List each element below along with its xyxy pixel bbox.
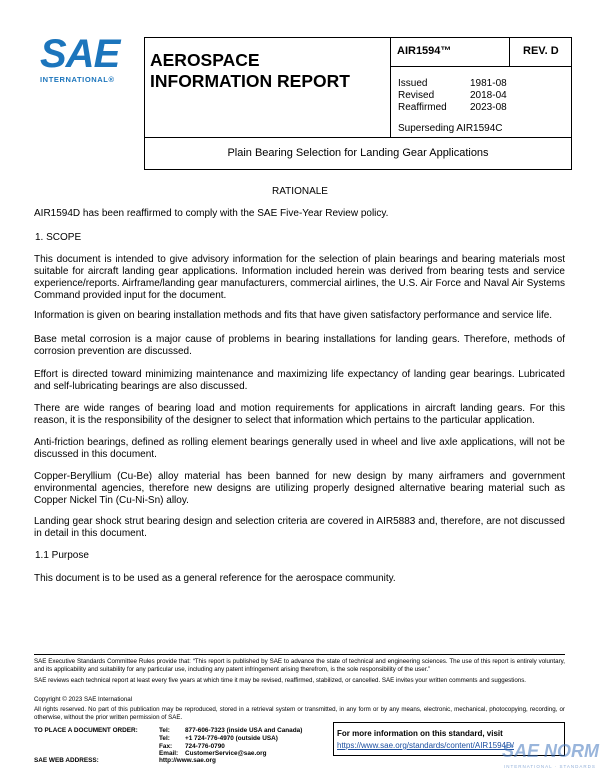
footer-legal-2	[34, 677, 565, 685]
date-label: Reaffirmed	[398, 102, 447, 113]
title-line-2: INFORMATION REPORT	[150, 71, 350, 91]
order-contact-table	[34, 727, 302, 758]
revision-label: REV. D	[523, 45, 559, 57]
logo-sub: INTERNATIONAL	[40, 75, 109, 84]
standard-url-link[interactable]: https://www.sae.org/standards/content/AIR1594D/	[337, 741, 514, 750]
dates-table	[398, 78, 507, 114]
sae-logo	[40, 34, 122, 84]
contact-label: Tel:	[159, 727, 170, 734]
scope-heading: 1. SCOPE	[35, 232, 82, 243]
date-value: 2018-04	[470, 90, 507, 101]
scope-paragraph	[34, 369, 565, 393]
watermark-text: SAE NORM	[502, 741, 600, 761]
footer-legal-3	[34, 706, 565, 721]
date-value: 2023-08	[470, 102, 507, 113]
body-paragraph: Base metal corrosion is a major cause of problems in bearing installations for landing gears. Therefore, methods of corrosion prevention are discussed.	[34, 334, 565, 357]
watermark-logo	[502, 741, 598, 775]
rationale-paragraph: AIR1594D has been reaffirmed to comply with the SAE Five-Year Review policy.	[34, 208, 389, 219]
date-row	[398, 78, 507, 90]
footer-paragraph: Copyright © 2023 SAE International	[34, 696, 133, 703]
document-type-title	[150, 50, 350, 92]
body-paragraph: Information is given on bearing installation methods and fits that have given satisfactory performance and service life.	[34, 310, 553, 321]
purpose-text	[34, 573, 565, 585]
scope-paragraph	[34, 516, 565, 540]
scope-paragraph	[34, 403, 565, 427]
footer-paragraph: SAE reviews each technical report at least every five years at which time it may be revised, reaffirmed, stabilized, or cancelled. SAE invites your written comments and suggestions.	[34, 677, 527, 684]
contact-label: Email:	[159, 750, 179, 758]
logo-registered-mark: ®	[108, 75, 115, 84]
document-id: AIR1594™	[397, 45, 452, 57]
title-line-1: AEROSPACE	[150, 50, 260, 70]
purpose-heading: 1.1 Purpose	[35, 550, 89, 561]
web-label: SAE WEB ADDRESS:	[34, 757, 99, 764]
contact-value: 877-606-7323 (inside USA and Canada)	[185, 727, 303, 734]
document-subject: Plain Bearing Selection for Landing Gear Applications	[227, 147, 489, 159]
logo-brand: SAE	[40, 32, 120, 76]
body-paragraph: Landing gear shock strut bearing design and selection criteria are covered in AIR5883 and, therefore, are not discussed in detail in this document.	[34, 516, 565, 539]
date-value: 1981-08	[470, 78, 507, 89]
rationale-text	[34, 208, 565, 220]
body-paragraph: Effort is directed toward minimizing maintenance and maximizing life expectancy of landing gear bearings. Lubricated and self-lubricating bearings are also discussed.	[34, 369, 565, 392]
body-paragraph: This document is intended to give advisory information for the selection of plain bearings and bearing materials most suitable for aircraft landing gear applications. Information included herein was derived from bearing tests and service experience/reports. Airframe/landing gear manufacturers, commercial airlines, the U.S. Air Force and Naval Air Systems Command provided input for the document.	[34, 254, 565, 301]
supersedes-note: Superseding AIR1594C	[398, 123, 503, 134]
web-address-link[interactable]: http://www.sae.org	[159, 757, 216, 764]
scope-paragraph	[34, 471, 565, 507]
email-link[interactable]: CustomerService@sae.org	[185, 750, 267, 758]
date-row	[398, 90, 507, 102]
contact-value: 724-776-0790	[185, 742, 225, 750]
web-address-row	[34, 757, 216, 764]
rationale-heading: RATIONALE	[272, 186, 328, 197]
watermark-subtext: INTERNATIONAL · STANDARDS	[504, 764, 596, 769]
footer-divider	[34, 654, 565, 655]
more-info-title: For more information on this standard, visit	[337, 729, 503, 738]
contact-label: Fax:	[159, 742, 173, 750]
date-label: Issued	[398, 78, 428, 89]
date-row	[398, 102, 507, 114]
order-label: TO PLACE A DOCUMENT ORDER:	[34, 727, 138, 734]
contact-label: Tel:	[159, 734, 170, 742]
footer-paragraph: All rights reserved. No part of this publication may be reproduced, stored in a retrieval system or transmitted, in any form or by any means, electronic, mechanical, photocopying, recording, or otherwise, without the prior written permission of SAE.	[34, 706, 565, 721]
contact-value: +1 724-776-4970 (outside USA)	[185, 734, 278, 742]
scope-paragraph	[34, 254, 565, 302]
body-paragraph: There are wide ranges of bearing load and motion requirements for applications in aircraft landing gears. For this reason, it is the responsibility of the designer to select that information which pertains to the particular application.	[34, 403, 565, 426]
footer-copyright	[34, 696, 565, 704]
scope-paragraph	[34, 310, 565, 322]
footer-legal-1	[34, 658, 565, 673]
body-paragraph: Anti-friction bearings, defined as rolling element bearings generally used in wheel and live axle applications, will not be discussed in this document.	[34, 437, 565, 460]
scope-paragraph	[34, 334, 565, 358]
body-paragraph: Copper-Beryllium (Cu-Be) alloy material has been banned for new design by many airframers and government environmental agencies, therefore new designs are utilizing properly designed alternative bearing material such as Copper Nickel Tin (Cu-Ni-Sn) alloy.	[34, 471, 565, 506]
scope-paragraph	[34, 437, 565, 461]
purpose-paragraph: This document is to be used as a general reference for the aerospace community.	[34, 573, 396, 584]
date-label: Revised	[398, 90, 435, 101]
footer-paragraph: SAE Executive Standards Committee Rules provide that: “This report is published by SAE to advance the state of technical and engineering sciences. The use of this report is entirely voluntary, and its applicability and suitability for any particular use, including any patent infringement arising therefrom, is the sole responsibility of the user.”	[34, 658, 565, 673]
